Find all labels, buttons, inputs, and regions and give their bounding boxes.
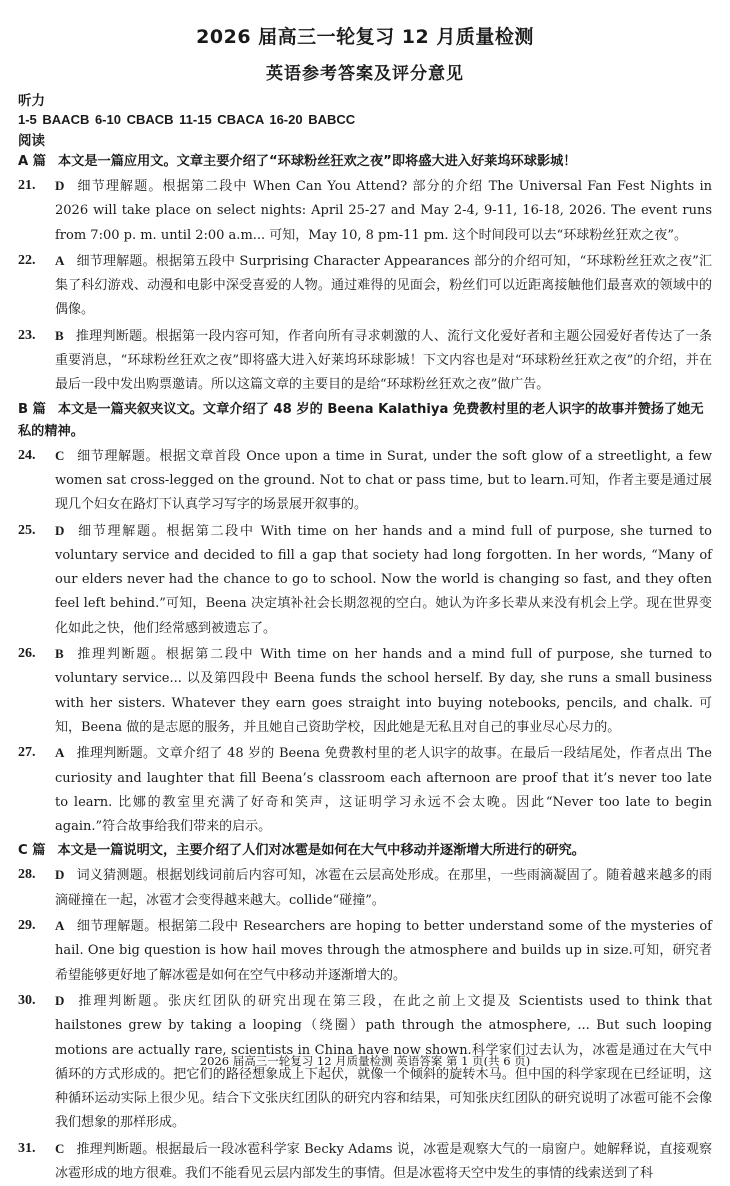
answer-letter: D	[55, 992, 65, 1008]
passage-c-summary	[18, 840, 712, 862]
answer-letter: B	[55, 327, 64, 343]
explanation-text: 推理判断题。根据最后一段冰雹科学家 Becky Adams 说，冰雹是观察大气的一扇窗户。她解释说，直接观察冰雹形成的地方很难。我们不能看见云层内部发生的事情。但是冰雹将天空中发生的事情的线索送到了科	[55, 1141, 712, 1181]
question-number: 28.	[18, 867, 36, 883]
passage-a-summary	[18, 151, 712, 173]
explanation-text: 推理判断题。根据第二段中 With time on her hands and a mind full of purpose, she turned to voluntary service... 以及第四段中 Beena funds the school herself. By day, she runs a small business with her sisters. Whatever they earn goes straight into buying notebooks, pencils, and chalk. 可知，Beena 做的是志愿的服务，并且她自己资助学校，因此她是无私且对自己的事业尽心尽力的。	[55, 647, 712, 735]
passage-summary-text: 本文是一篇夹叙夹议文。文章介绍了 48 岁的 Beena Kalathiya 免费教村里的老人识字的故事并赞扬了她无私的精神。	[18, 401, 704, 439]
question-number: 22.	[18, 252, 36, 268]
answer-item	[18, 642, 712, 740]
explanation-text: 推理判断题。根据第一段内容可知，作者向所有寻求刺激的人、流行文化爱好者和主题公园爱好者传达了一条重要消息，“环球粉丝狂欢之夜”即将盛大进入好莱坞环球影城！下文内容也是对“环球粉丝狂欢之夜”的介绍，并在最后一段中发出购票邀请。所以这篇文章的主要目的是给“环球粉丝狂欢之夜”做广告。	[55, 328, 712, 393]
question-number: 21.	[18, 178, 36, 193]
explanation-text: 词义猜测题。根据划线词前后内容可知，冰雹在云层高处形成。在那里，一些雨滴凝固了。随着越来越多的雨滴碰撞在一起，冰雹才会变得越来越大。collide“碰撞”。	[55, 868, 712, 908]
page-footer: 2026 届高三一轮复习 12 月质量检测 英语答案 第 1 页(共 6 页)	[199, 1054, 531, 1068]
passage-label: C 篇	[18, 843, 46, 859]
question-number: 30.	[18, 992, 36, 1008]
answer-item	[18, 519, 712, 641]
question-number: 29.	[18, 918, 36, 934]
answer-letter: C	[55, 447, 65, 463]
answer-item	[18, 1137, 712, 1186]
answer-letter: D	[55, 522, 65, 538]
answer-letter: A	[55, 918, 65, 934]
answer-key-subtitle: 英语参考答案及评分意见	[266, 64, 464, 84]
listening-answers: 1-5 BAACB 6-10 CBACB 11-15 CBACA 16-20 BABCC	[18, 112, 356, 127]
explanation-text: 细节理解题。根据第二段中 With time on her hands and a mind full of purpose, she turned to voluntary service and decided to fill a gap that society had long forgotten. In her words, “Many of our elders never had the chance to go to school. Now the world is changing so fast, and they often feel left behind.”可知，Beena 决定填补社会长期忽视的空白。她认为许多长辈从来没有机会上学。现在世界变化如此之快，他们经常感到被遗忘了。	[55, 523, 712, 636]
answer-letter: B	[55, 646, 64, 662]
question-number: 27.	[18, 745, 36, 761]
explanation-text: 细节理解题。根据第五段中 Surprising Character Appearances 部分的介绍可知，“环球粉丝狂欢之夜”汇集了科幻游戏、动漫和电影中深受喜爱的人物。通过难得的见面会，粉丝们可以近距离接触他们最喜欢的领域中的偶像。	[55, 253, 712, 318]
answer-item	[18, 174, 712, 248]
answer-letter: A	[55, 252, 65, 268]
answer-item	[18, 863, 712, 913]
passage-label: A 篇	[18, 154, 46, 169]
question-number: 31.	[18, 1140, 36, 1156]
question-number: 24.	[18, 447, 36, 463]
answer-item	[18, 444, 712, 518]
question-number: 25.	[18, 522, 36, 538]
answer-item	[18, 741, 712, 839]
answer-letter: A	[55, 745, 65, 761]
question-number: 23.	[18, 327, 36, 343]
explanation-text: 细节理解题。根据第二段中 Researchers are hoping to better understand some of the mysteries of hail. One big question is how hail moves through the atmosphere and builds up in size.可知，研究者希望能够更好地了解冰雹是如何在空气中移动并逐渐增大的。	[55, 919, 712, 983]
answer-item	[18, 324, 712, 398]
explanation-text: 细节理解题。根据文章首段 Once upon a time in Surat, under the soft glow of a streetlight, a few women sat cross-legged on the ground. Not to chat or pass time, but to learn.可知，作者主要是通过展现几个妇女在路灯下认真学习写字的场景展开叙事的。	[55, 448, 712, 513]
listening-heading: 听力	[18, 93, 45, 109]
explanation-text: 细节理解题。根据第二段中 When Can You Attend? 部分的介绍 The Universal Fan Fest Nights in 2026 will take place on select nights: April 25-27 and May 2-4, 9-11, 16-18, 2026. The event runs from 7:00 p. m. until 2:00 a.m... 可知，May 10, 8 pm-11 pm. 这个时间段可以去“环球粉丝狂欢之夜”。	[55, 179, 712, 243]
answer-letter: C	[55, 1140, 65, 1156]
answer-letter: D	[55, 178, 65, 193]
answer-item	[18, 914, 712, 988]
passage-label: B 篇	[18, 401, 46, 417]
passage-summary-text: 本文是一篇应用文。文章主要介绍了“环球粉丝狂欢之夜”即将盛大进入好莱坞环球影城！	[58, 154, 577, 169]
passage-b-summary	[18, 399, 712, 443]
answer-letter: D	[55, 867, 65, 883]
exam-title: 2026 届高三一轮复习 12 月质量检测	[196, 26, 534, 48]
answer-item	[18, 249, 712, 323]
reading-heading: 阅读	[18, 133, 45, 149]
passage-summary-text: 本文是一篇说明文，主要介绍了人们对冰雹是如何在大气中移动并逐渐增大所进行的研究。	[57, 843, 585, 859]
explanation-text: 推理判断题。张庆红团队的研究出现在第三段，在此之前上文提及 Scientists used to think that hailstones grew by taking a looping（绕圈）path through the atmosphere, ... But such looping motions are actually rare, scientists in China have now shown.科学家们过去认为，冰雹是通过在大气中循环的方式形成的。把它们的路径想象成上下起伏，就像一个倾斜的旋转木马。但中国的科学家现在已经证明，这种循环运动实际上很少见。结合下文张庆红团队的研究内容和结果，可知张庆红团队的研究说明了冰雹可能不会像我们想象的那样形成。	[55, 993, 712, 1131]
question-number: 26.	[18, 646, 36, 662]
explanation-text: 推理判断题。文章介绍了 48 岁的 Beena 免费教村里的老人识字的故事。在最后一段结尾处，作者点出 The curiosity and laughter that fill Beena’s classroom each afternoon are proof that it’s never too late to learn. 比娜的教室里充满了好奇和笑声，这证明学习永远不会太晚。因此“Never too late to begin again.”符合故事给我们带来的启示。	[55, 746, 712, 835]
